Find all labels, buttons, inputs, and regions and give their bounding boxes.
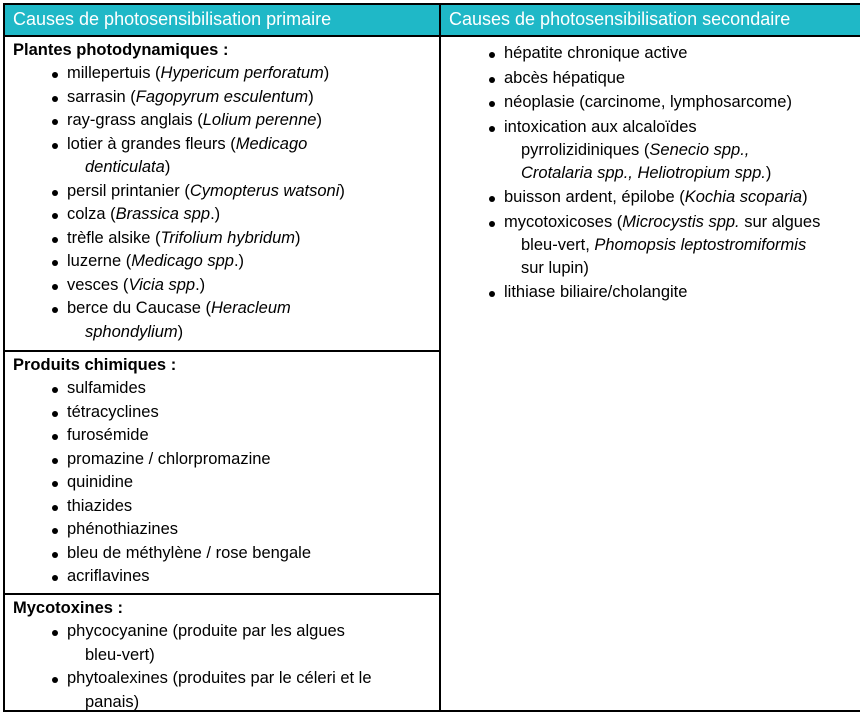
bullet-icon xyxy=(52,481,58,487)
list-item: tétracyclines xyxy=(13,401,433,425)
bullet-icon xyxy=(52,284,58,290)
bullet-icon xyxy=(52,434,58,440)
bullet-icon xyxy=(489,291,495,297)
list-secondary xyxy=(449,42,860,304)
list-item: mycotoxicoses (Microcystis spp. sur algues bleu-vert, Phomopsis leptostromiformis sur lupin) xyxy=(449,211,860,280)
list-item: promazine / chlorpromazine xyxy=(13,448,433,472)
section-title-plantes: Plantes photodynamiques : xyxy=(13,41,229,59)
list-item: intoxication aux alcaloïdes pyrrolizidiniques (Senecio spp., Crotalaria spp., Heliotropium spp.) xyxy=(449,116,860,185)
bullet-icon xyxy=(52,630,58,636)
list-item: lotier à grandes fleurs (Medicago denticulata) xyxy=(13,133,433,180)
bullet-icon xyxy=(489,52,495,58)
bullet-icon xyxy=(52,260,58,266)
section-title-chimiques: Produits chimiques : xyxy=(13,356,177,374)
section-plantes xyxy=(5,37,439,352)
header-primary: Causes de photosensibilisation primaire xyxy=(4,4,440,36)
bullet-icon xyxy=(489,126,495,132)
list-item: buisson ardent, épilobe (Kochia scoparia) xyxy=(449,186,860,209)
bullet-icon xyxy=(52,307,58,313)
bullet-icon xyxy=(52,96,58,102)
bullet-icon xyxy=(52,528,58,534)
list-item: vesces (Vicia spp.) xyxy=(13,274,433,298)
bullet-icon xyxy=(52,190,58,196)
list-item: abcès hépatique xyxy=(449,67,860,90)
list-item: sarrasin (Fagopyrum esculentum) xyxy=(13,86,433,110)
bullet-icon xyxy=(52,387,58,393)
list-chimiques xyxy=(13,377,433,589)
bullet-icon xyxy=(52,237,58,243)
list-item: furosémide xyxy=(13,424,433,448)
list-item: berce du Caucase (Heracleum sphondylium) xyxy=(13,297,433,344)
list-item: persil printanier (Cymopterus watsoni) xyxy=(13,180,433,204)
list-item: trèfle alsike (Trifolium hybridum) xyxy=(13,227,433,251)
list-item: néoplasie (carcinome, lymphosarcome) xyxy=(449,91,860,114)
bullet-icon xyxy=(52,458,58,464)
table-body-row xyxy=(4,36,860,711)
bullet-icon xyxy=(52,677,58,683)
bullet-icon xyxy=(52,505,58,511)
secondary-causes-cell xyxy=(440,36,860,711)
bullet-icon xyxy=(52,575,58,581)
list-item: phycocyanine (produite par les algues bleu-vert) xyxy=(13,620,433,667)
bullet-icon xyxy=(489,77,495,83)
bullet-icon xyxy=(489,221,495,227)
list-item: acriflavines xyxy=(13,565,433,589)
bullet-icon xyxy=(52,213,58,219)
section-mycotoxines xyxy=(5,595,439,710)
bullet-icon xyxy=(52,72,58,78)
list-mycotoxines xyxy=(13,620,433,714)
bullet-icon xyxy=(52,552,58,558)
list-item: phytoalexines (produites par le céleri et le panais) xyxy=(13,667,433,714)
photosensitization-table xyxy=(3,3,860,712)
bullet-icon xyxy=(52,143,58,149)
bullet-icon xyxy=(489,101,495,107)
list-item: luzerne (Medicago spp.) xyxy=(13,250,433,274)
list-item: thiazides xyxy=(13,495,433,519)
list-item: millepertuis (Hypericum perforatum) xyxy=(13,62,433,86)
header-secondary: Causes de photosensibilisation secondaire xyxy=(440,4,860,36)
list-item: hépatite chronique active xyxy=(449,42,860,65)
list-item: phénothiazines xyxy=(13,518,433,542)
bullet-icon xyxy=(489,196,495,202)
list-item: quinidine xyxy=(13,471,433,495)
list-item: colza (Brassica spp.) xyxy=(13,203,433,227)
section-chimiques xyxy=(5,352,439,595)
section-title-mycotoxines: Mycotoxines : xyxy=(13,599,124,617)
primary-causes-cell xyxy=(4,36,440,711)
list-item: sulfamides xyxy=(13,377,433,401)
photosensitization-table-container xyxy=(3,3,856,712)
list-item: ray-grass anglais (Lolium perenne) xyxy=(13,109,433,133)
table-header-row xyxy=(4,4,860,36)
bullet-icon xyxy=(52,119,58,125)
list-plantes xyxy=(13,62,433,344)
list-item: lithiase biliaire/cholangite xyxy=(449,281,860,304)
bullet-icon xyxy=(52,411,58,417)
list-item: bleu de méthylène / rose bengale xyxy=(13,542,433,566)
